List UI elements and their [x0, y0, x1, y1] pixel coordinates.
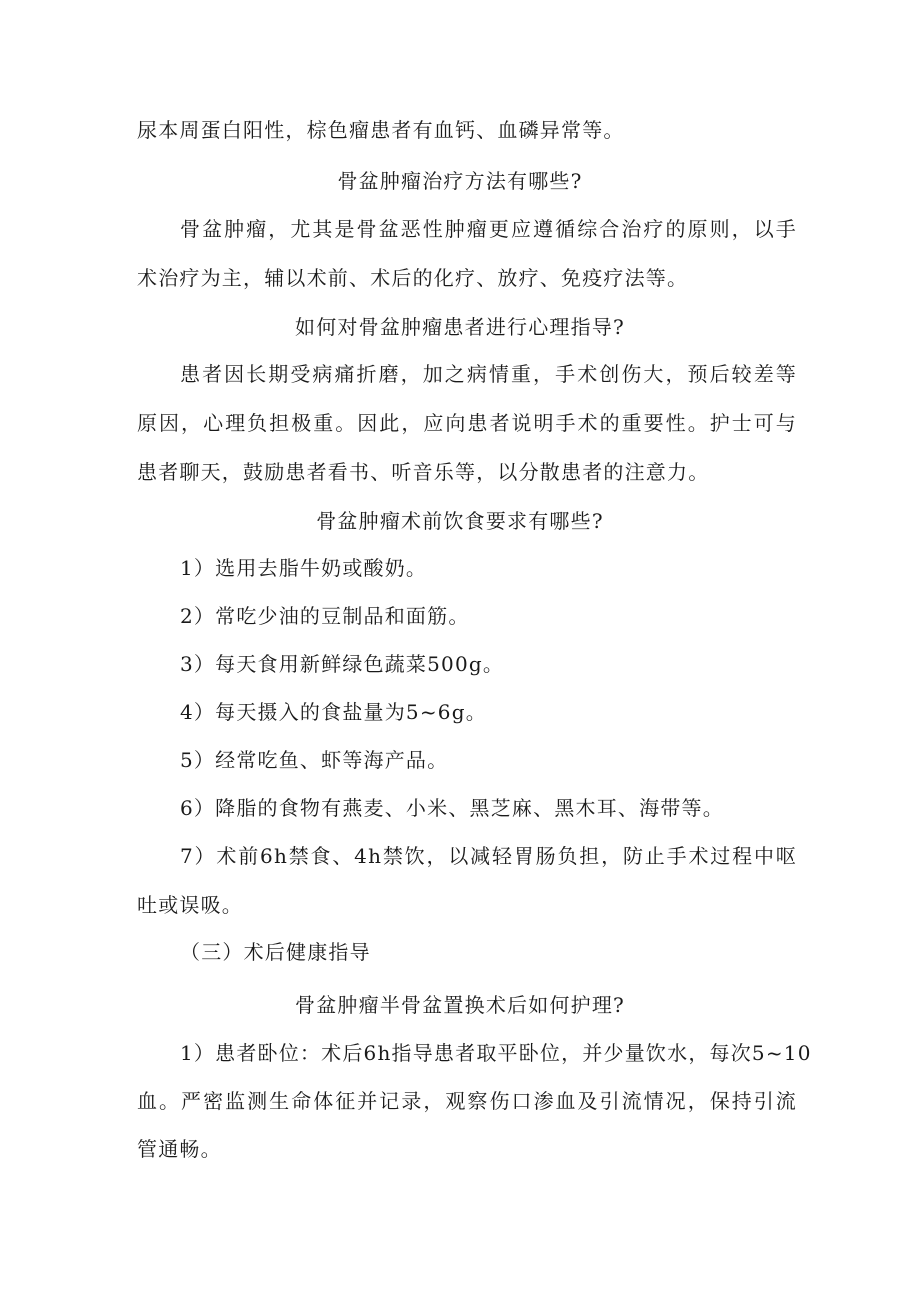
list-item: 1）选用去脂牛奶或酸奶。	[180, 556, 428, 580]
paragraph-line: 尿本周蛋白阳性，棕色瘤患者有血钙、血磷异常等。	[137, 118, 625, 142]
paragraph-line: 原因，心理负担极重。因此，应向患者说明手术的重要性。护士可与	[137, 411, 797, 435]
question-heading-treatment: 骨盆肿瘤治疗方法有哪些?	[337, 169, 583, 193]
paragraph-line: 术治疗为主，辅以术前、术后的化疗、放疗、免疫疗法等。	[137, 266, 689, 290]
paragraph-line: 患者因长期受病痛折磨，加之病情重，手术创伤大，预后较差等	[180, 362, 797, 386]
question-heading-psychology: 如何对骨盆肿瘤患者进行心理指导?	[295, 315, 625, 339]
list-item: 6）降脂的食物有燕麦、小米、黑芝麻、黑木耳、海带等。	[180, 796, 724, 820]
list-item: 4）每天摄入的食盐量为5~6g。	[180, 700, 487, 724]
paragraph-line: 患者聊天，鼓励患者看书、听音乐等，以分散患者的注意力。	[137, 460, 710, 484]
list-item: 2）常吃少油的豆制品和面筋。	[180, 604, 470, 628]
paragraph-line: 血。严密监测生命体征并记录，观察伤口渗血及引流情况，保持引流	[137, 1089, 797, 1113]
list-item: 3）每天食用新鲜绿色蔬菜500g。	[180, 652, 505, 676]
question-heading-diet: 骨盆肿瘤术前饮食要求有哪些?	[316, 509, 604, 533]
section-heading: （三）术后健康指导	[180, 940, 371, 964]
paragraph-line: 管通畅。	[137, 1137, 222, 1161]
list-item: 5）经常吃鱼、虾等海产品。	[180, 748, 449, 772]
paragraph-line: 1）患者卧位：术后6h指导患者取平卧位，并少量饮水，每次5~10	[180, 1041, 812, 1065]
question-heading-postop-care: 骨盆肿瘤半骨盆置换术后如何护理?	[295, 993, 625, 1017]
list-item-continuation: 吐或误吸。	[137, 893, 243, 917]
list-item: 7）术前6h禁食、4h禁饮，以减轻胃肠负担，防止手术过程中呕	[180, 844, 797, 868]
paragraph-line: 骨盆肿瘤，尤其是骨盆恶性肿瘤更应遵循综合治疗的原则，以手	[180, 217, 797, 241]
